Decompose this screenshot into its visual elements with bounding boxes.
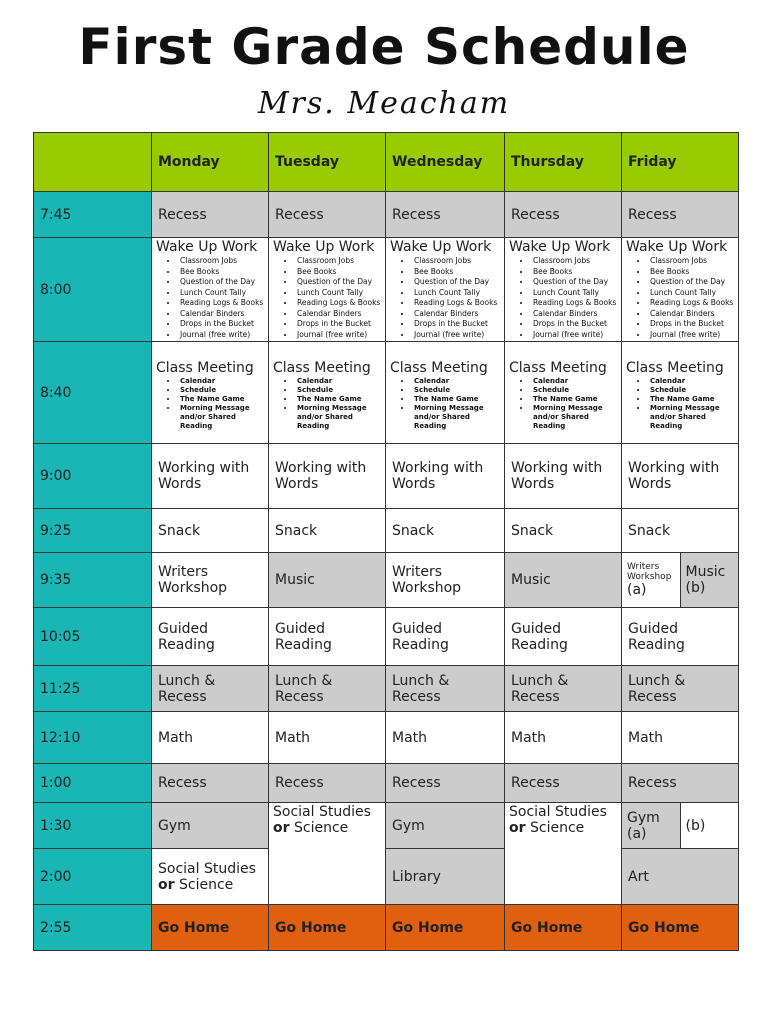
list-item: • Calendar — [648, 377, 734, 386]
schedule-cell: Go Home — [622, 905, 739, 951]
time-label: 2:00 — [34, 849, 152, 905]
science-label: Science — [293, 820, 349, 836]
list-item: • Drops in the Bucket — [178, 319, 264, 330]
list-item: • Journal (free write) — [295, 330, 381, 341]
schedule-cell: Writers Workshop — [152, 553, 269, 608]
list-item: • Journal (free write) — [648, 330, 734, 341]
schedule-cell: Snack — [152, 509, 269, 553]
schedule-cell: Recess — [505, 192, 622, 238]
list-item: • Classroom Jobs — [531, 256, 617, 267]
schedule-cell: Lunch & Recess — [269, 666, 386, 712]
activity-title: Social Studies — [509, 804, 607, 820]
activity-title: Gym — [627, 809, 660, 826]
activity-list — [156, 377, 264, 431]
list-item: • Calendar Binders — [178, 309, 264, 320]
schedule-cell: Guided Reading — [622, 608, 739, 666]
schedule-cell: Working with Words — [269, 444, 386, 509]
header-corner — [34, 133, 152, 192]
schedule-cell — [622, 342, 739, 444]
science-label: Science — [178, 876, 234, 893]
table-row — [34, 238, 739, 342]
list-item: • Calendar Binders — [412, 309, 500, 320]
list-item: • Reading Logs & Books — [412, 298, 500, 309]
schedule-cell: Math — [505, 712, 622, 764]
list-item: • Bee Books — [178, 267, 264, 278]
table-row — [34, 342, 739, 444]
schedule-cell: Guided Reading — [386, 608, 505, 666]
schedule-cell: Lunch & Recess — [622, 666, 739, 712]
list-item: • Question of the Day — [178, 277, 264, 288]
list-item: • Reading Logs & Books — [648, 298, 734, 309]
schedule-cell: Recess — [622, 764, 739, 803]
activity-title: Social Studies — [273, 804, 371, 820]
table-row — [34, 608, 739, 666]
schedule-cell: Math — [622, 712, 739, 764]
schedule-cell: Go Home — [505, 905, 622, 951]
list-item: • Lunch Count Tally — [178, 288, 264, 299]
list-item: • Schedule — [412, 386, 500, 395]
list-item: • Reading Logs & Books — [178, 298, 264, 309]
list-item: • Question of the Day — [412, 277, 500, 288]
list-item: • Calendar Binders — [648, 309, 734, 320]
list-item: • Journal (free write) — [178, 330, 264, 341]
schedule-cell: Recess — [505, 764, 622, 803]
time-label: 12:10 — [34, 712, 152, 764]
list-item: • Bee Books — [412, 267, 500, 278]
group-label: (a) — [627, 582, 647, 598]
activity-subtitle — [158, 877, 262, 893]
activity-title: Class Meeting — [390, 360, 488, 376]
list-item: • Schedule — [531, 386, 617, 395]
schedule-cell: Gym — [152, 803, 269, 849]
time-label: 9:25 — [34, 509, 152, 553]
activity-title: Class Meeting — [509, 360, 607, 376]
list-item: • Classroom Jobs — [295, 256, 381, 267]
schedule-cell: Math — [386, 712, 505, 764]
list-item: • Classroom Jobs — [178, 256, 264, 267]
group-label: (b) — [685, 817, 706, 834]
list-item: • Question of the Day — [648, 277, 734, 288]
list-item: • The Name Game — [531, 395, 617, 404]
table-row — [34, 905, 739, 951]
split-left — [622, 553, 681, 607]
time-label: 11:25 — [34, 666, 152, 712]
activity-title: Wake Up Work — [509, 239, 611, 255]
split-right — [681, 803, 739, 848]
table-row — [34, 192, 739, 238]
teacher-name: Mrs. Meacham — [257, 86, 511, 121]
list-item: • Schedule — [648, 386, 734, 395]
activity-subtitle — [509, 820, 617, 836]
list-item: • Morning Message and/or Shared Reading — [531, 404, 617, 431]
page-title: First Grade Schedule — [78, 18, 690, 76]
list-item: • Calendar — [295, 377, 381, 386]
day-header-monday: Monday — [152, 133, 269, 192]
list-item: • Calendar — [412, 377, 500, 386]
schedule-cell: Music — [269, 553, 386, 608]
table-row — [34, 444, 739, 509]
list-item: • Lunch Count Tally — [412, 288, 500, 299]
list-item: • The Name Game — [648, 395, 734, 404]
activity-title: Wake Up Work — [626, 239, 728, 255]
table-row — [34, 553, 739, 608]
schedule-cell: Art — [622, 849, 739, 905]
table-row — [34, 803, 739, 849]
schedule-cell: Guided Reading — [505, 608, 622, 666]
schedule-cell: Recess — [386, 764, 505, 803]
table-row — [34, 712, 739, 764]
schedule-cell: Gym — [386, 803, 505, 849]
activity-title: Writers Workshop — [627, 562, 672, 582]
schedule-cell: Library — [386, 849, 505, 905]
activity-title: Music — [685, 564, 726, 580]
schedule-cell: Math — [152, 712, 269, 764]
schedule-cell: Writers Workshop — [386, 553, 505, 608]
schedule-cell: Go Home — [269, 905, 386, 951]
list-item: • Calendar — [531, 377, 617, 386]
schedule-cell-split — [622, 803, 739, 849]
day-header-friday: Friday — [622, 133, 739, 192]
list-item: • Lunch Count Tally — [295, 288, 381, 299]
day-header-tuesday: Tuesday — [269, 133, 386, 192]
schedule-cell — [505, 342, 622, 444]
table-row — [34, 666, 739, 712]
schedule-cell: Lunch & Recess — [152, 666, 269, 712]
day-header-thursday: Thursday — [505, 133, 622, 192]
list-item: • Morning Message and/or Shared Reading — [295, 404, 381, 431]
activity-list — [390, 377, 500, 431]
list-item: • Lunch Count Tally — [648, 288, 734, 299]
split-container — [622, 553, 738, 607]
schedule-cell: Snack — [505, 509, 622, 553]
schedule-cell — [386, 342, 505, 444]
schedule-cell — [152, 849, 269, 905]
or-label: or — [158, 876, 175, 893]
schedule-cell — [269, 803, 386, 905]
list-item: • Calendar Binders — [531, 309, 617, 320]
schedule-cell: Go Home — [386, 905, 505, 951]
list-item: • Classroom Jobs — [412, 256, 500, 267]
schedule-cell — [505, 238, 622, 342]
activity-title: Class Meeting — [273, 360, 371, 376]
list-item: • Reading Logs & Books — [295, 298, 381, 309]
time-label: 2:55 — [34, 905, 152, 951]
list-item: • Bee Books — [531, 267, 617, 278]
schedule-cell: Working with Words — [152, 444, 269, 509]
activity-list — [390, 256, 500, 340]
time-label: 8:00 — [34, 238, 152, 342]
schedule-cell: Go Home — [152, 905, 269, 951]
or-label: or — [273, 820, 290, 836]
list-item: • Morning Message and/or Shared Reading — [412, 404, 500, 431]
list-item: • Bee Books — [648, 267, 734, 278]
list-item: • Drops in the Bucket — [648, 319, 734, 330]
activity-title: Class Meeting — [626, 360, 724, 376]
schedule-cell — [269, 342, 386, 444]
time-label: 8:40 — [34, 342, 152, 444]
schedule-cell: Snack — [386, 509, 505, 553]
table-row — [34, 849, 739, 905]
list-item: • Bee Books — [295, 267, 381, 278]
schedule-cell: Recess — [269, 764, 386, 803]
activity-list — [509, 256, 617, 340]
list-item: • Question of the Day — [531, 277, 617, 288]
table-row — [34, 764, 739, 803]
schedule-cell: Recess — [269, 192, 386, 238]
list-item: • The Name Game — [295, 395, 381, 404]
schedule-cell-split — [622, 553, 739, 608]
schedule-cell: Snack — [622, 509, 739, 553]
schedule-cell: Recess — [152, 192, 269, 238]
list-item: • Drops in the Bucket — [295, 319, 381, 330]
list-item: • Reading Logs & Books — [531, 298, 617, 309]
time-label: 1:30 — [34, 803, 152, 849]
schedule-cell — [269, 238, 386, 342]
time-label: 10:05 — [34, 608, 152, 666]
schedule-cell: Lunch & Recess — [505, 666, 622, 712]
list-item: • Classroom Jobs — [648, 256, 734, 267]
day-header-wednesday: Wednesday — [386, 133, 505, 192]
split-right — [681, 553, 739, 607]
list-item: • Lunch Count Tally — [531, 288, 617, 299]
group-label: (a) — [627, 825, 647, 842]
schedule-cell: Snack — [269, 509, 386, 553]
science-label: Science — [529, 820, 585, 836]
schedule-cell — [152, 238, 269, 342]
time-label: 1:00 — [34, 764, 152, 803]
schedule-cell: Working with Words — [505, 444, 622, 509]
activity-list — [156, 256, 264, 340]
list-item: • Calendar Binders — [295, 309, 381, 320]
schedule-cell: Music — [505, 553, 622, 608]
activity-title: Wake Up Work — [156, 239, 258, 255]
activity-title: Class Meeting — [156, 360, 254, 376]
activity-list — [273, 377, 381, 431]
list-item: • Morning Message and/or Shared Reading — [648, 404, 734, 431]
list-item: • The Name Game — [178, 395, 264, 404]
activity-title: Wake Up Work — [273, 239, 375, 255]
list-item: • Calendar — [178, 377, 264, 386]
schedule-cell — [622, 238, 739, 342]
activity-list — [626, 377, 734, 431]
table-row — [34, 509, 739, 553]
list-item: • The Name Game — [412, 395, 500, 404]
schedule-cell — [386, 238, 505, 342]
schedule-cell: Guided Reading — [152, 608, 269, 666]
activity-list — [509, 377, 617, 431]
schedule-cell: Math — [269, 712, 386, 764]
activity-list — [273, 256, 381, 340]
schedule-cell: Working with Words — [622, 444, 739, 509]
activity-title: Social Studies — [158, 860, 256, 877]
time-label: 7:45 — [34, 192, 152, 238]
schedule-cell: Working with Words — [386, 444, 505, 509]
or-label: or — [509, 820, 526, 836]
list-item: • Journal (free write) — [531, 330, 617, 341]
list-item: • Question of the Day — [295, 277, 381, 288]
group-label: (b) — [685, 580, 706, 596]
list-item: • Drops in the Bucket — [412, 319, 500, 330]
activity-subtitle — [273, 820, 381, 836]
header-row — [34, 133, 739, 192]
split-left — [622, 803, 681, 848]
schedule-cell: Recess — [622, 192, 739, 238]
split-container — [622, 803, 738, 848]
schedule-cell: Lunch & Recess — [386, 666, 505, 712]
list-item: • Journal (free write) — [412, 330, 500, 341]
time-label: 9:00 — [34, 444, 152, 509]
schedule-cell: Recess — [152, 764, 269, 803]
schedule-cell: Guided Reading — [269, 608, 386, 666]
schedule-table — [33, 132, 739, 951]
list-item: • Morning Message and/or Shared Reading — [178, 404, 264, 431]
time-label: 9:35 — [34, 553, 152, 608]
schedule-cell: Recess — [386, 192, 505, 238]
list-item: • Schedule — [178, 386, 264, 395]
activity-list — [626, 256, 734, 340]
schedule-cell — [152, 342, 269, 444]
list-item: • Drops in the Bucket — [531, 319, 617, 330]
list-item: • Schedule — [295, 386, 381, 395]
schedule-cell — [505, 803, 622, 905]
activity-title: Wake Up Work — [390, 239, 492, 255]
